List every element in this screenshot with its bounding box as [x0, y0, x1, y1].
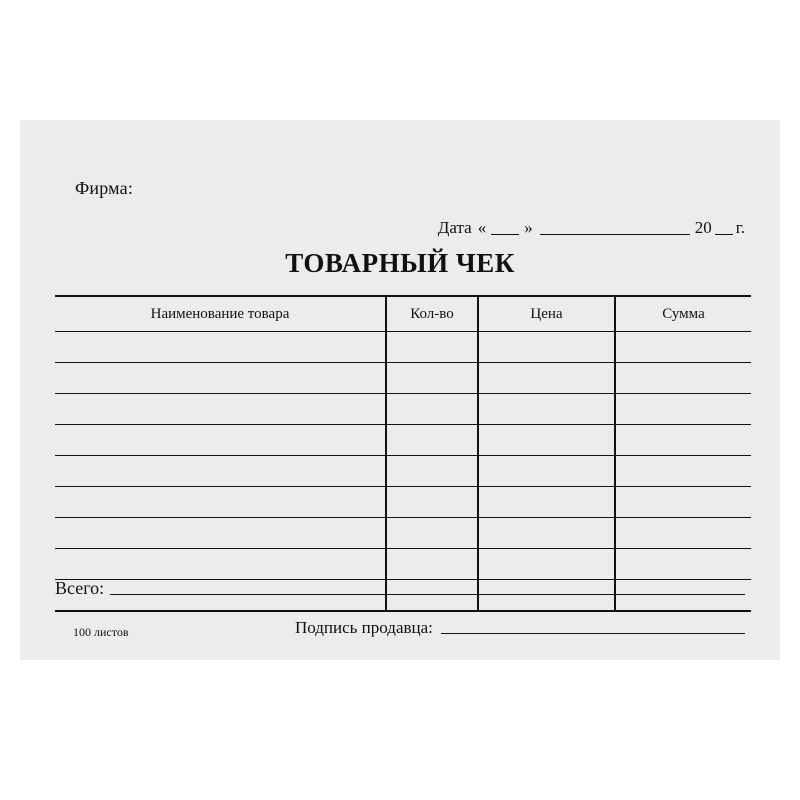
cell-quantity[interactable]	[386, 332, 478, 363]
date-year-blank[interactable]	[715, 234, 733, 235]
cell-name[interactable]	[55, 549, 386, 580]
total-line	[55, 578, 745, 599]
cell-quantity[interactable]	[386, 425, 478, 456]
date-label: Дата	[437, 218, 472, 237]
cell-name[interactable]	[55, 394, 386, 425]
cell-name[interactable]	[55, 363, 386, 394]
cell-sum[interactable]	[615, 549, 751, 580]
cell-sum[interactable]	[615, 456, 751, 487]
cell-price[interactable]	[478, 363, 615, 394]
column-header-quantity: Кол-во	[386, 296, 478, 332]
date-day-blank[interactable]	[491, 234, 519, 235]
receipt-form-sheet	[20, 120, 780, 660]
table-body	[55, 332, 751, 612]
cell-sum[interactable]	[615, 363, 751, 394]
cell-quantity[interactable]	[386, 363, 478, 394]
date-year-prefix: 20	[694, 218, 712, 237]
cell-quantity[interactable]	[386, 549, 478, 580]
table-row	[55, 487, 751, 518]
total-label: Всего:	[55, 578, 105, 598]
table-row	[55, 518, 751, 549]
cell-sum[interactable]	[615, 487, 751, 518]
cell-price[interactable]	[478, 394, 615, 425]
sheets-note: 100 листов	[73, 625, 129, 639]
cell-name[interactable]	[55, 425, 386, 456]
date-year-suffix: г.	[735, 218, 745, 237]
cell-price[interactable]	[478, 487, 615, 518]
cell-name[interactable]	[55, 332, 386, 363]
signature-label: Подпись продавца:	[295, 618, 433, 637]
date-line	[438, 218, 745, 238]
date-open-quote: «	[477, 218, 487, 237]
cell-sum[interactable]	[615, 394, 751, 425]
firm-label: Фирма:	[75, 178, 134, 198]
column-header-name: Наименование товара	[55, 296, 386, 332]
table-row	[55, 456, 751, 487]
goods-table	[55, 295, 751, 612]
signature-line	[295, 618, 745, 638]
cell-sum[interactable]	[615, 332, 751, 363]
form-inner-area	[55, 150, 745, 639]
cell-quantity[interactable]	[386, 456, 478, 487]
cell-price[interactable]	[478, 518, 615, 549]
table-header-row	[55, 296, 751, 332]
cell-sum[interactable]	[615, 518, 751, 549]
cell-name[interactable]	[55, 456, 386, 487]
cell-quantity[interactable]	[386, 487, 478, 518]
cell-quantity[interactable]	[386, 394, 478, 425]
table-row	[55, 332, 751, 363]
total-blank[interactable]	[110, 594, 745, 595]
column-header-price: Цена	[478, 296, 615, 332]
table-row	[55, 363, 751, 394]
document-title: ТОВАРНЫЙ ЧЕК	[285, 248, 515, 278]
table-row	[55, 425, 751, 456]
cell-price[interactable]	[478, 549, 615, 580]
cell-name[interactable]	[55, 518, 386, 549]
cell-price[interactable]	[478, 425, 615, 456]
cell-sum[interactable]	[615, 425, 751, 456]
cell-price[interactable]	[478, 332, 615, 363]
date-close-quote: »	[524, 218, 533, 237]
cell-quantity[interactable]	[386, 518, 478, 549]
date-month-blank[interactable]	[540, 234, 690, 235]
cell-price[interactable]	[478, 456, 615, 487]
table-row	[55, 394, 751, 425]
column-header-sum: Сумма	[615, 296, 751, 332]
cell-name[interactable]	[55, 487, 386, 518]
signature-blank[interactable]	[441, 633, 745, 634]
table-row	[55, 549, 751, 580]
